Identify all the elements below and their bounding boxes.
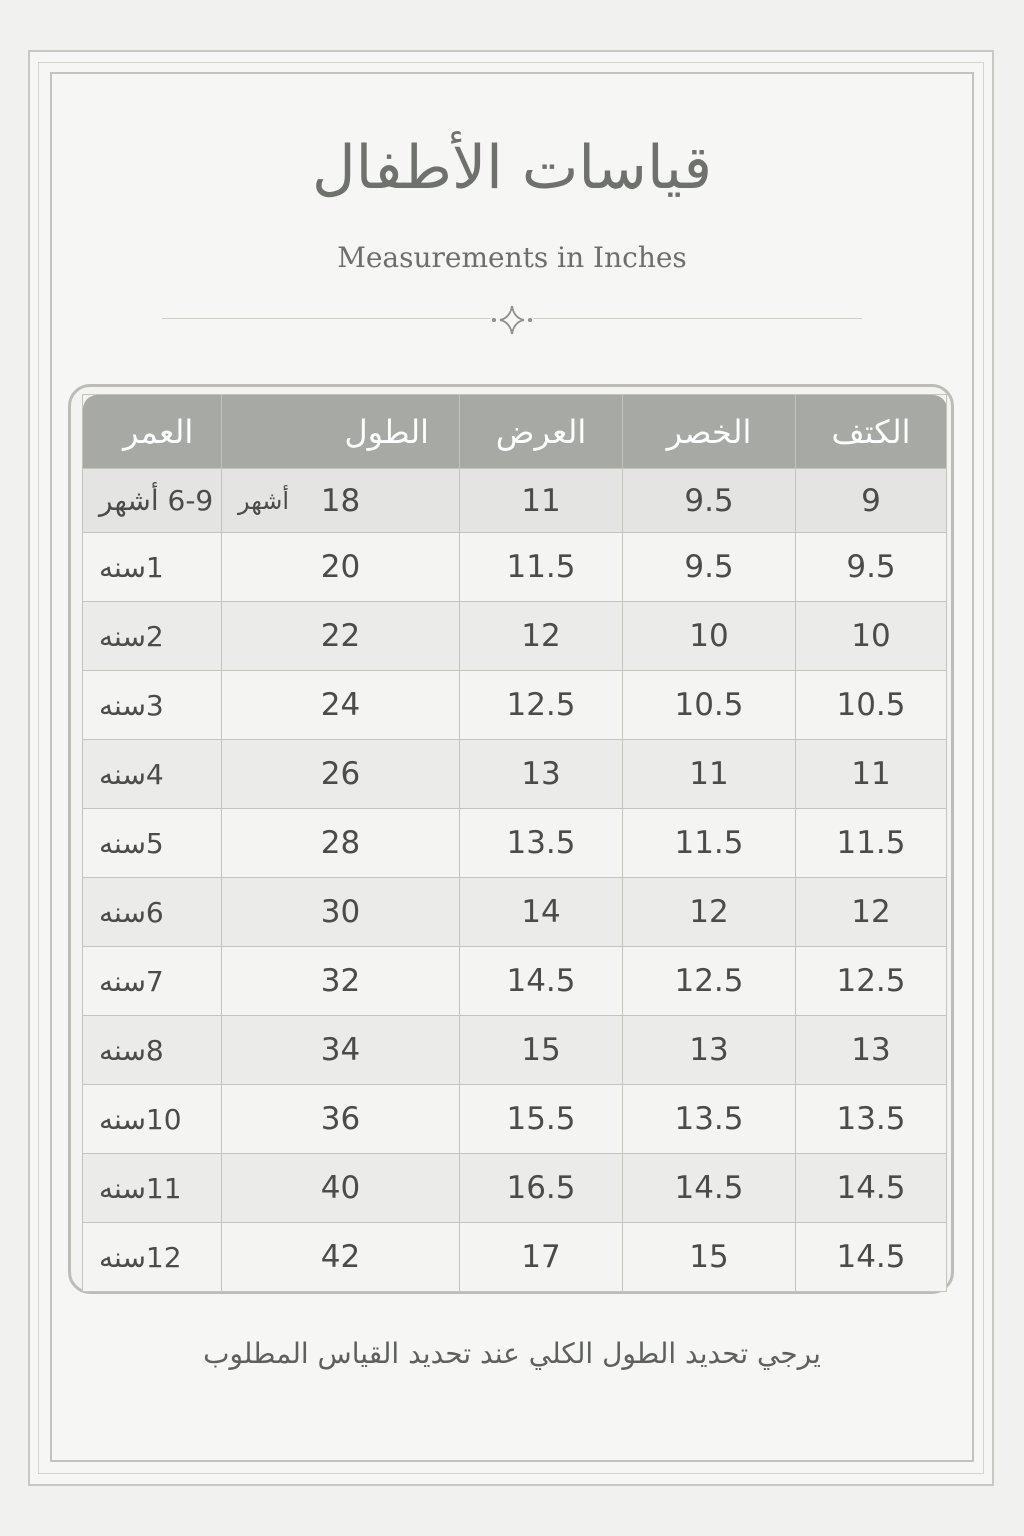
header-length: الطول (222, 395, 460, 469)
cell-length (222, 947, 460, 1016)
cell-width (460, 671, 623, 740)
cell-shoulder-value: 13.5 (836, 1101, 906, 1137)
cell-waist (623, 809, 796, 878)
table-row (83, 740, 947, 809)
cell-width-value: 16.5 (506, 1170, 576, 1206)
cell-age (83, 947, 222, 1016)
cell-age-value: 4سنه (99, 757, 164, 791)
cell-waist (623, 740, 796, 809)
cell-width (460, 1085, 623, 1154)
cell-shoulder-value: 13 (851, 1032, 891, 1068)
size-table (82, 394, 947, 1292)
cell-age (83, 809, 222, 878)
cell-shoulder (796, 533, 947, 602)
cell-length (222, 602, 460, 671)
cell-age (83, 740, 222, 809)
cell-age-value: 2سنه (99, 619, 164, 653)
cell-shoulder-value: 9 (861, 482, 881, 519)
cell-waist-value: 13 (689, 1032, 729, 1068)
header-waist: الخصر (623, 395, 796, 469)
cell-waist-value: 14.5 (674, 1170, 744, 1206)
page-title: قياسات الأطفال (311, 133, 713, 203)
cell-shoulder (796, 1016, 947, 1085)
cell-length-value: 34 (320, 1032, 361, 1068)
cell-age-value: 12سنه (99, 1240, 182, 1274)
table-row (83, 469, 947, 533)
table-row (83, 533, 947, 602)
cell-shoulder-value: 10 (851, 618, 891, 654)
cell-age (83, 1016, 222, 1085)
cell-shoulder (796, 469, 947, 533)
cell-age-value: 6سنه (99, 895, 164, 929)
cell-waist-value: 9.5 (684, 482, 734, 519)
cell-width (460, 469, 623, 533)
cell-waist (623, 1085, 796, 1154)
cell-waist-value: 10 (689, 618, 729, 654)
cell-width-value: 13.5 (506, 825, 576, 861)
cell-age (83, 671, 222, 740)
cell-age (83, 1154, 222, 1223)
cell-age (83, 602, 222, 671)
table-row (83, 809, 947, 878)
cell-length (222, 1154, 460, 1223)
cell-shoulder (796, 809, 947, 878)
cell-length (222, 469, 460, 533)
cell-width (460, 809, 623, 878)
cell-length-value: 24 (320, 687, 361, 723)
cell-length (222, 1085, 460, 1154)
cell-waist-value: 11.5 (674, 825, 744, 861)
table-row (83, 671, 947, 740)
cell-length (222, 809, 460, 878)
cell-shoulder (796, 602, 947, 671)
cell-age-value: 11سنه (99, 1171, 182, 1205)
cell-shoulder (796, 740, 947, 809)
cell-length-value: 30 (320, 894, 361, 930)
cell-shoulder-value: 11 (851, 756, 891, 792)
cell-width (460, 947, 623, 1016)
cell-waist (623, 671, 796, 740)
header-age: العمر (83, 395, 222, 469)
cell-width-value: 15 (521, 1032, 561, 1068)
cell-waist (623, 469, 796, 533)
cell-waist-value: 10.5 (674, 687, 744, 723)
cell-width (460, 740, 623, 809)
cell-width-value: 11 (521, 482, 561, 519)
cell-length (222, 671, 460, 740)
cell-width (460, 878, 623, 947)
cell-waist (623, 1016, 796, 1085)
header-shoulder: الكتف (796, 395, 947, 469)
cell-waist (623, 1223, 796, 1292)
cell-waist (623, 1154, 796, 1223)
table-row (83, 878, 947, 947)
cell-waist (623, 878, 796, 947)
cell-age-value: 10سنه (99, 1102, 182, 1136)
cell-width-value: 12 (521, 618, 561, 654)
cell-width-value: 11.5 (506, 549, 576, 585)
table-row (83, 947, 947, 1016)
cell-shoulder (796, 1223, 947, 1292)
cell-age (83, 533, 222, 602)
cell-shoulder-value: 11.5 (836, 825, 906, 861)
cell-shoulder-value: 14.5 (836, 1170, 906, 1206)
cell-length-value: 32 (320, 963, 361, 999)
cell-width-value: 13 (521, 756, 561, 792)
cell-shoulder-value: 9.5 (846, 549, 896, 585)
cell-width (460, 1223, 623, 1292)
cell-waist-value: 12.5 (674, 963, 744, 999)
cell-width-value: 15.5 (506, 1101, 576, 1137)
cell-width-value: 12.5 (506, 687, 576, 723)
cell-length-value: 18 (320, 482, 361, 519)
cell-length-value: 20 (320, 549, 361, 585)
header-width: العرض (460, 395, 623, 469)
cell-length (222, 1016, 460, 1085)
cell-age (83, 1085, 222, 1154)
cell-length (222, 878, 460, 947)
cell-shoulder (796, 671, 947, 740)
cell-shoulder (796, 947, 947, 1016)
page-subtitle: Measurements in Inches (337, 241, 687, 274)
cell-width (460, 602, 623, 671)
cell-age (83, 878, 222, 947)
cell-shoulder-value: 12 (851, 894, 891, 930)
cell-age-value: 1سنه (99, 550, 164, 584)
cell-length-value: 26 (320, 756, 361, 792)
diamond-star-icon (490, 300, 534, 340)
cell-age-value: 3سنه (99, 688, 164, 722)
table-header-row (83, 395, 947, 469)
cell-length-value: 22 (320, 618, 361, 654)
table-row (83, 1016, 947, 1085)
cell-waist-value: 12 (689, 894, 729, 930)
cell-length (222, 533, 460, 602)
cell-shoulder (796, 1154, 947, 1223)
cell-shoulder (796, 1085, 947, 1154)
cell-waist-value: 11 (689, 756, 729, 792)
cell-age (83, 469, 222, 533)
cell-length-note: أشهر (238, 486, 290, 515)
cell-age-value: 5سنه (99, 826, 164, 860)
cell-waist (623, 947, 796, 1016)
footer-note: يرجي تحديد الطول الكلي عند تحديد القياس المطلوب (203, 1337, 821, 1370)
table-row (83, 1085, 947, 1154)
cell-width (460, 1154, 623, 1223)
cell-length-value: 28 (320, 825, 361, 861)
table-row (83, 1223, 947, 1292)
cell-width (460, 533, 623, 602)
cell-waist-value: 15 (689, 1239, 729, 1275)
cell-shoulder (796, 878, 947, 947)
cell-age-value: 8سنه (99, 1033, 164, 1067)
cell-shoulder-value: 14.5 (836, 1239, 906, 1275)
table-row (83, 602, 947, 671)
cell-length (222, 740, 460, 809)
cell-waist-value: 13.5 (674, 1101, 744, 1137)
cell-length (222, 1223, 460, 1292)
table-row (83, 1154, 947, 1223)
cell-length-value: 42 (320, 1239, 361, 1275)
cell-width-value: 14 (521, 894, 561, 930)
cell-age-value: 7سنه (99, 964, 164, 998)
cell-age (83, 1223, 222, 1292)
cell-shoulder-value: 12.5 (836, 963, 906, 999)
cell-width (460, 1016, 623, 1085)
cell-length-value: 40 (320, 1170, 361, 1206)
cell-waist (623, 533, 796, 602)
cell-width-value: 14.5 (506, 963, 576, 999)
cell-length-value: 36 (320, 1101, 361, 1137)
cell-age-value: 6-9 أشهر (99, 484, 214, 517)
cell-width-value: 17 (521, 1239, 561, 1275)
cell-waist (623, 602, 796, 671)
cell-shoulder-value: 10.5 (836, 687, 906, 723)
cell-waist-value: 9.5 (684, 549, 734, 585)
